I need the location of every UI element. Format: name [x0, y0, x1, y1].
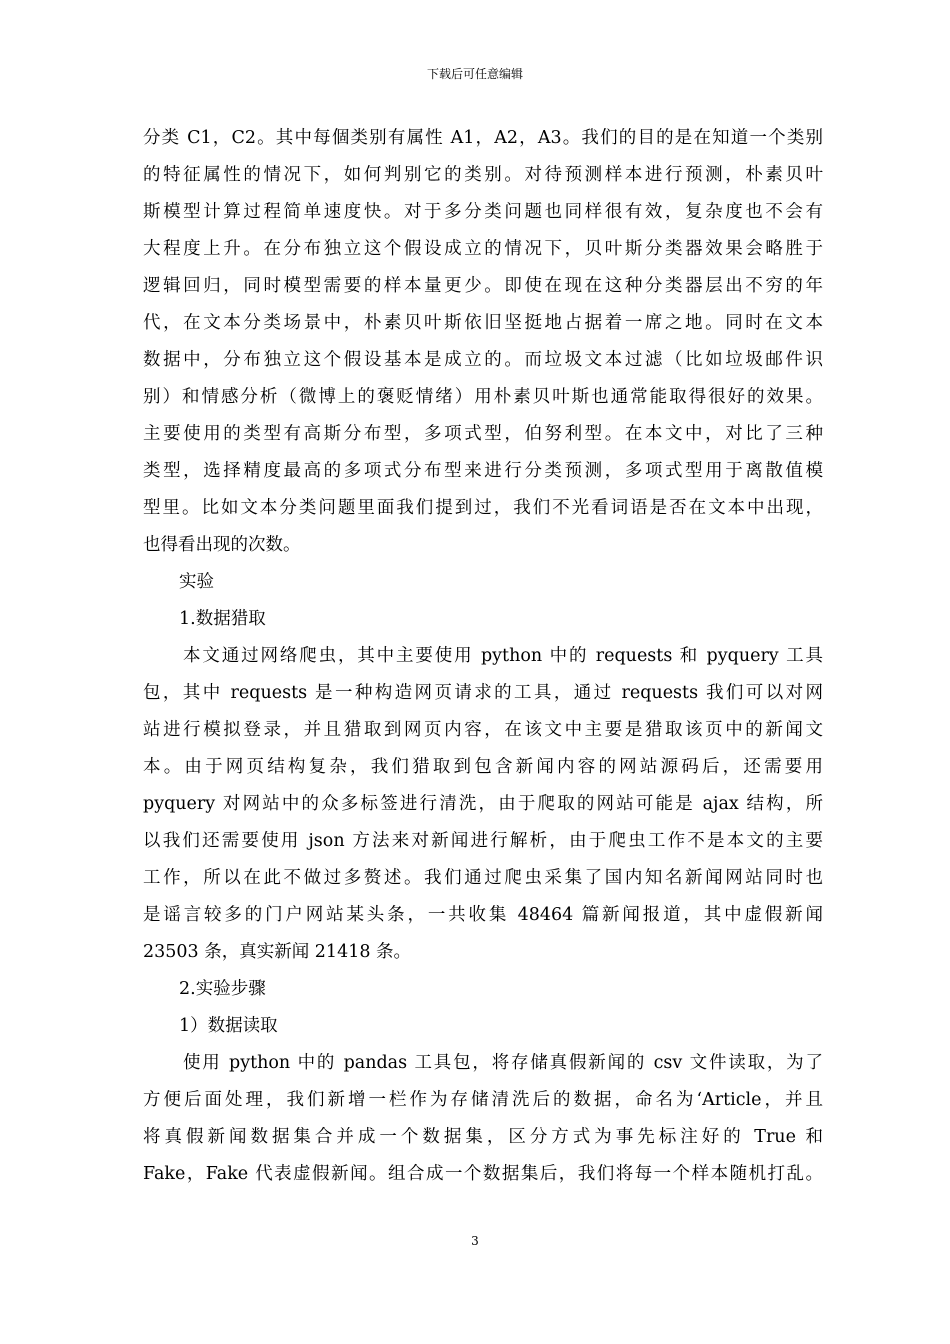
text-line: 的特征属性的情况下，如何判别它的类别。对待预测样本进行预测，朴素贝叶: [143, 165, 823, 185]
text-line: 也得看出现的次数。: [143, 535, 301, 555]
text-line: 斯模型计算过程简单速度快。对于多分类问题也同样很有效，复杂度也不会有: [143, 202, 823, 222]
text-line: 使用 python 中的 pandas 工具包，将存储真假新闻的 csv 文件读取，为了: [183, 1053, 823, 1073]
subsection-heading: 1）数据读取: [179, 1016, 278, 1036]
text-line: 本文通过网络爬虫，其中主要使用 python 中的 requests 和 pyquery 工具: [183, 646, 823, 666]
text-line: 大程度上升。在分布独立这个假设成立的情况下，贝叶斯分类器效果会略胜于: [143, 239, 823, 259]
subsection-heading: 2.实验步骤: [179, 979, 266, 999]
text-line: 别）和情感分析（微博上的褒贬情绪）用朴素贝叶斯也通常能取得很好的效果。: [143, 387, 823, 407]
text-line: 工作，所以在此不做过多赘述。我们通过爬虫采集了国内知名新闻网站同时也: [143, 868, 823, 888]
text-line: 是谣言较多的门户网站某头条，一共收集 48464 篇新闻报道，其中虚假新闻: [143, 905, 823, 925]
text-line: 本。由于网页结构复杂，我们猎取到包含新闻内容的网站源码后，还需要用: [143, 757, 823, 777]
page-number: 3: [471, 1234, 479, 1248]
text-line: 以我们还需要使用 json 方法来对新闻进行解析，由于爬虫工作不是本文的主要: [143, 831, 823, 851]
text-line: 分类 C1，C2。其中每個类别有属性 A1，A2，A3。我们的目的是在知道一个类别: [143, 128, 823, 148]
body-text: [143, 120, 823, 1193]
text-line: 主要使用的类型有高斯分布型，多项式型，伯努利型。在本文中，对比了三种: [143, 424, 823, 444]
text-line: 站进行模拟登录，并且猎取到网页内容，在该文中主要是猎取该页中的新闻文: [143, 720, 823, 740]
text-line: 代，在文本分类场景中，朴素贝叶斯依旧坚挺地占据着一席之地。同时在文本: [143, 313, 823, 333]
text-line: 逻辑回归，同时模型需要的样本量更少。即使在现在这种分类器层出不穷的年: [143, 276, 823, 296]
section-heading: 实验: [179, 572, 214, 592]
text-line: 型里。比如文本分类问题里面我们提到过，我们不光看词语是否在文本中出现，: [143, 498, 823, 518]
text-line: 数据中，分布独立这个假设基本是成立的。而垃圾文本过滤（比如垃圾邮件识: [143, 350, 823, 370]
text-line: pyquery 对网站中的众多标签进行清洗，由于爬取的网站可能是 ajax 结构，所: [143, 794, 823, 814]
text-line: 类型，选择精度最高的多项式分布型来进行分类预测，多项式型用于离散值模: [143, 461, 823, 481]
subsection-heading: 1.数据猎取: [179, 609, 266, 629]
text-line: 方便后面处理，我们新增一栏作为存储清洗后的数据，命名为‘Article，并且: [143, 1090, 823, 1110]
text-line: 包，其中 requests 是一种构造网页请求的工具，通过 requests 我们可以对网: [143, 683, 823, 703]
text-line: 23503 条，真实新闻 21418 条。: [143, 942, 412, 962]
page-header: 下载后可任意编辑: [426, 67, 523, 81]
text-line: Fake，Fake 代表虚假新闻。组合成一个数据集后，我们将每一个样本随机打乱。: [143, 1164, 823, 1184]
text-line: 将真假新闻数据集合并成一个数据集，区分方式为事先标注好的 True 和: [143, 1127, 823, 1147]
